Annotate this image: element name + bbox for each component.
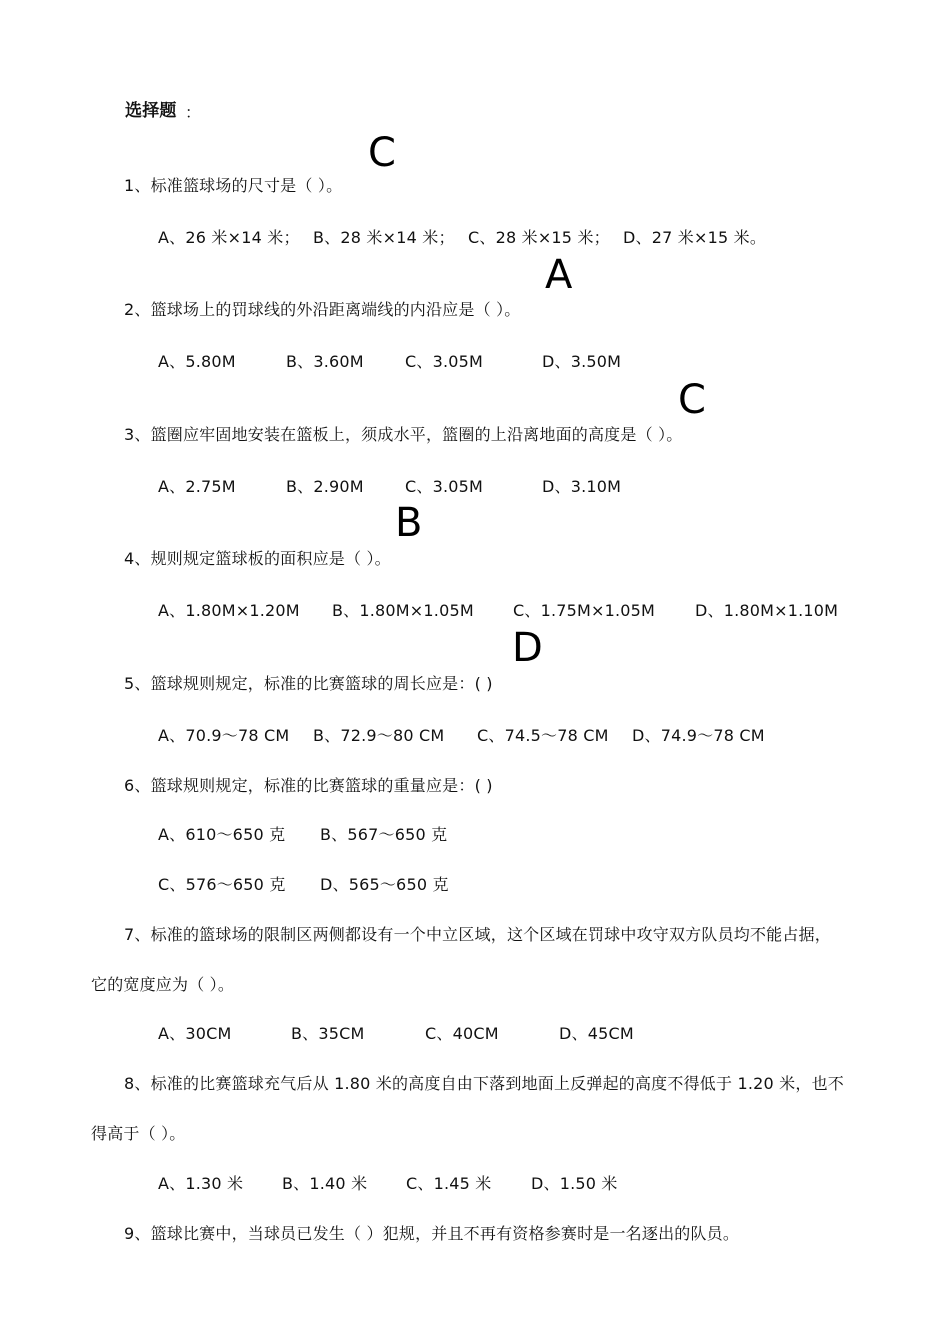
question-2-option-d: D、3.50M (542, 352, 622, 371)
question-3-stem: 3、篮圈应牢固地安装在篮板上，须成水平，篮圈的上沿离地面的高度是（ ）。 (124, 425, 683, 444)
handwritten-answer-3: C (678, 377, 706, 423)
question-7-option-b: B、35CM (291, 1024, 365, 1043)
question-1-option-a: A、26 米×14 米； (158, 228, 300, 247)
question-4-option-c: C、1.75M×1.05M (513, 601, 656, 620)
question-3-option-a: A、2.75M (158, 477, 236, 496)
question-8-option-c: C、1.45 米 (406, 1174, 492, 1193)
question-2-option-a: A、5.80M (158, 352, 236, 371)
question-5-option-c: C、74.5～78 CM (477, 726, 609, 745)
question-3-option-b: B、2.90M (286, 477, 364, 496)
handwritten-answer-4: B (395, 500, 423, 546)
question-2-option-c: C、3.05M (405, 352, 484, 371)
question-8-option-a: A、1.30 米 (158, 1174, 244, 1193)
question-7-option-c: C、40CM (425, 1024, 499, 1043)
question-5-option-d: D、74.9～78 CM (632, 726, 765, 745)
question-1-option-d: D、27 米×15 米。 (623, 228, 767, 247)
question-1-option-b: B、28 米×14 米； (313, 228, 455, 247)
question-6-option-a: A、610～650 克 (158, 825, 286, 844)
question-1-option-c: C、28 米×15 米； (468, 228, 610, 247)
handwritten-answer-1: C (368, 130, 396, 176)
question-3-option-c: C、3.05M (405, 477, 484, 496)
question-7-stem-line2: 它的宽度应为（ ）。 (91, 975, 235, 994)
question-2-option-b: B、3.60M (286, 352, 364, 371)
question-8-option-b: B、1.40 米 (282, 1174, 368, 1193)
question-8-option-d: D、1.50 米 (531, 1174, 618, 1193)
question-6-option-c: C、576～650 克 (158, 875, 286, 894)
question-9-stem: 9、篮球比赛中，当球员已发生（ ）犯规，并且不再有资格参赛时是一名逐出的队员。 (124, 1224, 740, 1243)
question-1-stem: 1、标准篮球场的尺寸是（ ）。 (124, 176, 343, 195)
question-5-stem: 5、篮球规则规定，标准的比赛篮球的周长应是：( ) (124, 674, 493, 693)
question-5-option-a: A、70.9～78 CM (158, 726, 290, 745)
question-7-option-a: A、30CM (158, 1024, 232, 1043)
handwritten-answer-5: D (512, 625, 543, 671)
question-5-option-b: B、72.9～80 CM (313, 726, 445, 745)
question-2-stem: 2、篮球场上的罚球线的外沿距离端线的内沿应是（ ）。 (124, 300, 521, 319)
question-6-option-b: B、567～650 克 (320, 825, 448, 844)
question-6-option-d: D、565～650 克 (320, 875, 449, 894)
question-7-option-d: D、45CM (559, 1024, 634, 1043)
section-heading: 选择题 (125, 101, 177, 121)
question-3-option-d: D、3.10M (542, 477, 622, 496)
question-6-stem: 6、篮球规则规定，标准的比赛篮球的重量应是：( ) (124, 776, 493, 795)
question-7-stem-line1: 7、标准的篮球场的限制区两侧都设有一个中立区域，这个区域在罚球中攻守双方队员均不能占据， (124, 925, 831, 944)
heading-colon: ： (185, 103, 202, 122)
question-8-stem-line1: 8、标准的比赛篮球充气后从 1.80 米的高度自由下落到地面上反弹起的高度不得低于 1.20 米，也不 (124, 1074, 844, 1093)
handwritten-answer-2: A (545, 252, 573, 298)
question-8-stem-line2: 得高于（ ）。 (91, 1124, 186, 1143)
question-4-stem: 4、规则规定篮球板的面积应是（ ）。 (124, 549, 391, 568)
question-4-option-a: A、1.80M×1.20M (158, 601, 300, 620)
question-4-option-b: B、1.80M×1.05M (332, 601, 474, 620)
question-4-option-d: D、1.80M×1.10M (695, 601, 839, 620)
